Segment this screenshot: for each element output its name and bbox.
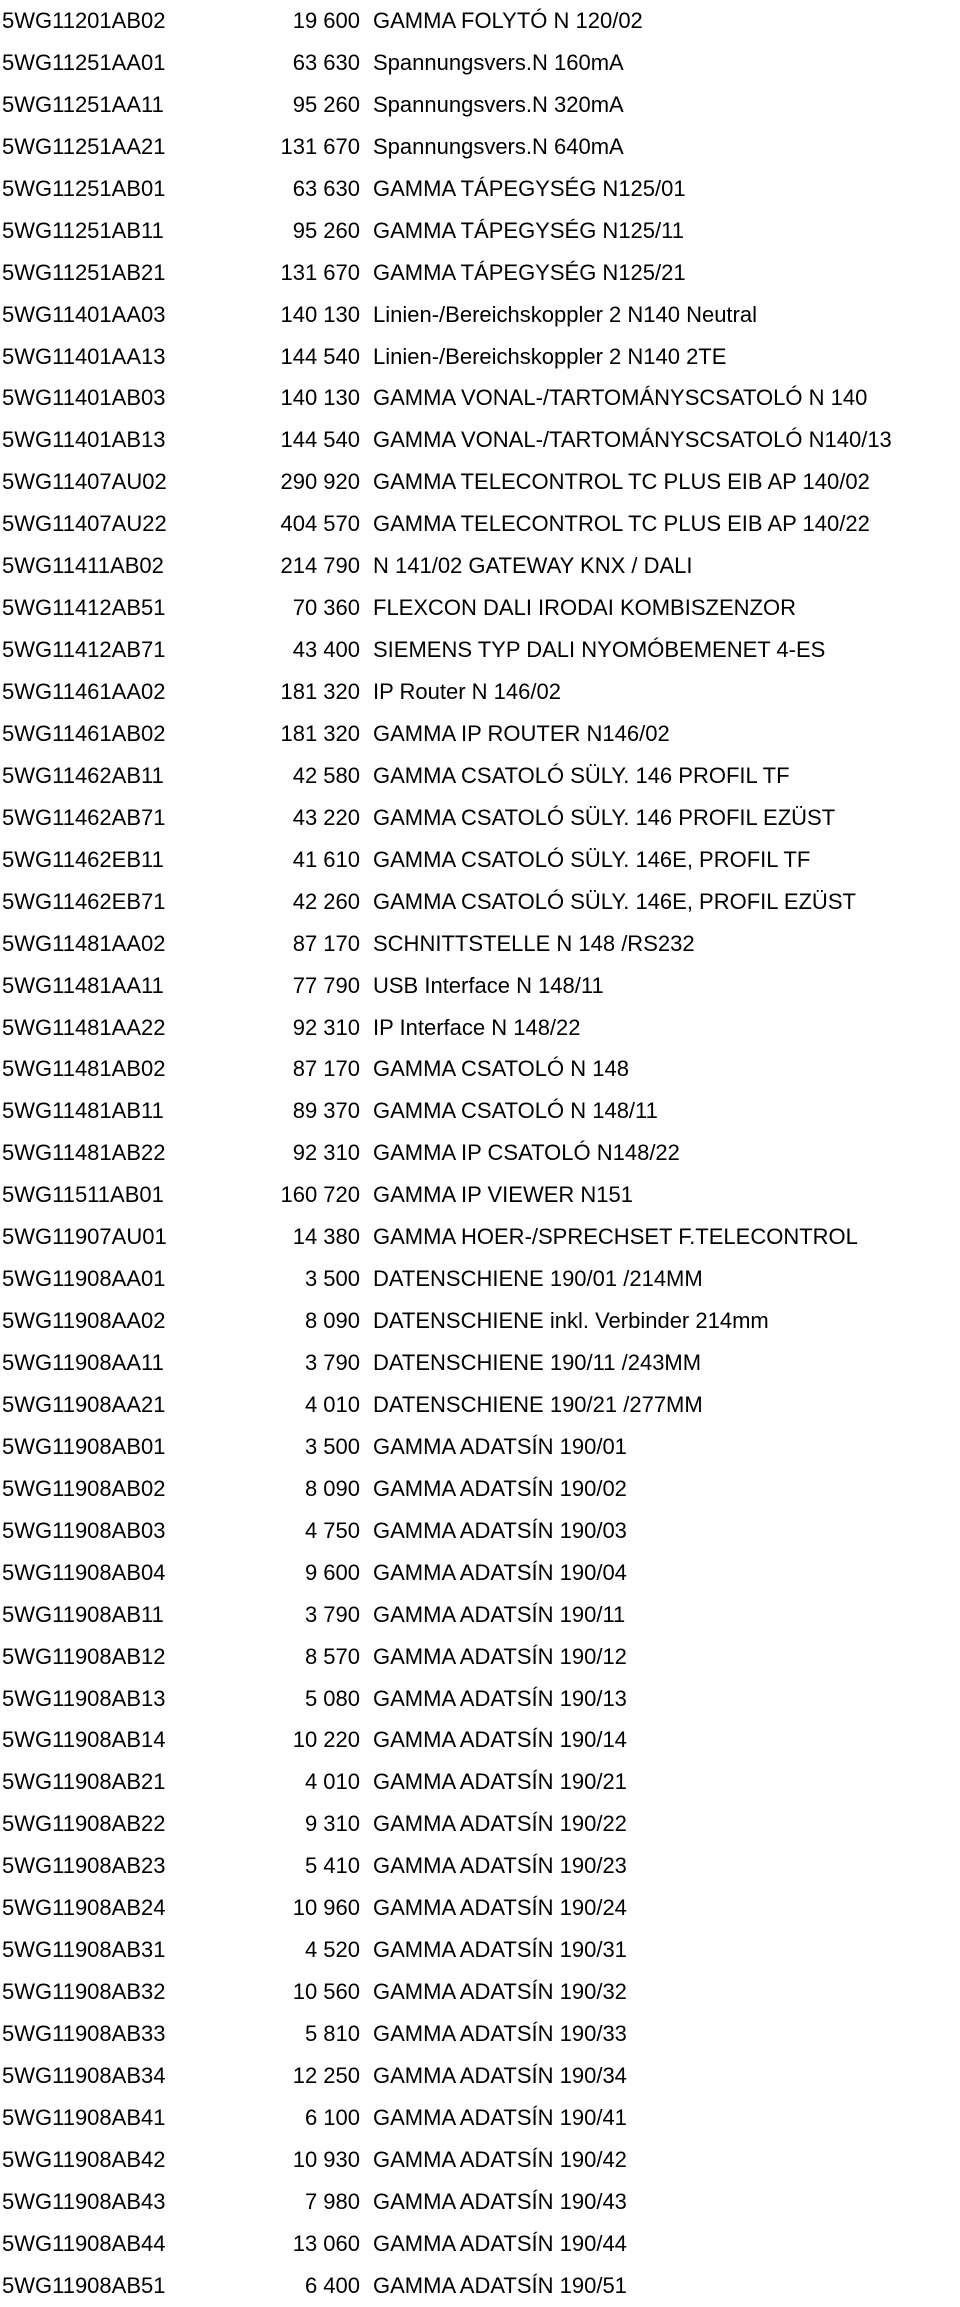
table-row — [0, 2181, 960, 2223]
product-description: GAMMA IP CSATOLÓ N148/22 — [373, 1140, 680, 1166]
price-value: 92 310 — [292, 1014, 360, 1040]
table-row — [0, 1300, 960, 1342]
product-code: 5WG11251AA11 — [2, 91, 164, 117]
table-row — [0, 629, 960, 671]
table-row — [0, 1342, 960, 1384]
price-value: 14 380 — [292, 1224, 360, 1250]
price-value: 131 670 — [280, 133, 360, 159]
product-code: 5WG11407AU02 — [2, 469, 167, 495]
table-row — [0, 1007, 960, 1049]
table-row — [0, 2265, 960, 2307]
product-description: GAMMA ADATSÍN 190/22 — [373, 1811, 627, 1837]
product-description: GAMMA CSATOLÓ N 148 — [373, 1056, 629, 1082]
product-code: 5WG11461AA02 — [2, 679, 166, 704]
price-value: 140 130 — [280, 301, 360, 327]
product-description: Spannungsvers.N 320mA — [373, 91, 624, 117]
product-code: 5WG11462AB11 — [2, 762, 164, 788]
product-description: GAMMA ADATSÍN 190/02 — [373, 1475, 627, 1501]
price-value: 95 260 — [292, 217, 360, 243]
price-value: 404 570 — [280, 511, 360, 537]
product-code: 5WG11251AB01 — [2, 175, 166, 201]
price-value: 6 100 — [304, 2104, 360, 2130]
product-description: GAMMA ADATSÍN 190/34 — [373, 2062, 627, 2088]
product-description: GAMMA ADATSÍN 190/32 — [373, 1979, 627, 2005]
product-code: 5WG11908AA21 — [2, 1391, 166, 1417]
price-value: 77 790 — [292, 972, 360, 998]
table-row — [0, 839, 960, 881]
table-row — [0, 210, 960, 252]
price-value: 13 060 — [292, 2230, 360, 2256]
table-row — [0, 1174, 960, 1216]
product-code: 5WG11908AB22 — [2, 1811, 166, 1837]
product-code: 5WG11407AU22 — [2, 511, 167, 537]
product-description: GAMMA TÁPEGYSÉG N125/21 — [373, 259, 686, 285]
product-description: GAMMA CSATOLÓ SÜLY. 146 PROFIL TF — [373, 762, 790, 788]
product-description: GAMMA VONAL-/TARTOMÁNYSCSATOLÓ N140/13 — [373, 427, 892, 453]
price-value: 5 080 — [304, 1685, 360, 1711]
product-code: 5WG11481AA02 — [2, 930, 166, 956]
table-row — [0, 2097, 960, 2139]
product-description: GAMMA ADATSÍN 190/23 — [373, 1853, 627, 1879]
price-value: 181 320 — [280, 720, 360, 746]
table-row — [0, 965, 960, 1007]
price-value: 12 250 — [292, 2062, 360, 2088]
price-value: 4 750 — [304, 1517, 360, 1543]
product-description: GAMMA ADATSÍN 190/44 — [373, 2230, 627, 2256]
product-code: 5WG11908AB04 — [2, 1559, 166, 1585]
price-value: 131 670 — [280, 259, 360, 285]
price-value: 42 260 — [292, 888, 360, 914]
table-row — [0, 1929, 960, 1971]
price-value: 5 810 — [304, 2021, 360, 2046]
price-value: 3 790 — [304, 1350, 360, 1375]
table-row — [0, 1761, 960, 1803]
product-description: GAMMA ADATSÍN 190/43 — [373, 2188, 627, 2214]
table-row — [0, 1258, 960, 1300]
product-description: GAMMA ADATSÍN 190/51 — [373, 2272, 627, 2298]
price-value: 8 090 — [304, 1475, 360, 1501]
table-row — [0, 1887, 960, 1929]
product-description: N 141/02 GATEWAY KNX / DALI — [373, 553, 693, 579]
product-code: 5WG11908AB03 — [2, 1517, 166, 1543]
product-description: DATENSCHIENE 190/21 /277MM — [373, 1391, 703, 1417]
price-value: 160 720 — [280, 1182, 360, 1208]
product-code: 5WG11908AB13 — [2, 1685, 166, 1711]
product-description: GAMMA HOER-/SPRECHSET F.TELECONTROL — [373, 1224, 858, 1250]
price-value: 10 220 — [292, 1727, 360, 1753]
product-description: GAMMA ADATSÍN 190/21 — [373, 1769, 627, 1795]
table-row — [0, 587, 960, 629]
product-code: 5WG11251AB11 — [2, 217, 164, 243]
product-description: GAMMA ADATSÍN 190/03 — [373, 1517, 627, 1543]
product-code: 5WG11401AA03 — [2, 301, 166, 327]
table-row — [0, 545, 960, 587]
product-description: GAMMA ADATSÍN 190/31 — [373, 1937, 627, 1963]
product-description: GAMMA ADATSÍN 190/24 — [373, 1895, 627, 1921]
product-description: GAMMA TELECONTROL TC PLUS EIB AP 140/02 — [373, 469, 870, 495]
product-description: Linien-/Bereichskoppler 2 N140 Neutral — [373, 301, 757, 327]
price-value: 10 930 — [292, 2146, 360, 2172]
product-description: GAMMA ADATSÍN 190/42 — [373, 2146, 627, 2172]
price-value: 10 960 — [292, 1895, 360, 1921]
price-value: 290 920 — [280, 469, 360, 495]
product-code: 5WG11401AA13 — [2, 343, 166, 369]
product-code: 5WG11908AB12 — [2, 1643, 166, 1669]
product-code: 5WG11401AB13 — [2, 427, 166, 453]
table-row — [0, 2139, 960, 2181]
product-code: 5WG11908AA02 — [2, 1308, 166, 1334]
product-code: 5WG11462AB71 — [2, 804, 166, 830]
table-row — [0, 1132, 960, 1174]
product-code: 5WG11401AB03 — [2, 385, 166, 411]
product-description: Spannungsvers.N 640mA — [373, 133, 624, 159]
product-description: DATENSCHIENE 190/11 /243MM — [373, 1350, 702, 1375]
table-row — [0, 126, 960, 168]
product-code: 5WG11908AB14 — [2, 1727, 166, 1753]
product-code: 5WG11461AB02 — [2, 720, 166, 746]
product-description: Linien-/Bereichskoppler 2 N140 2TE — [373, 343, 727, 369]
price-value: 92 310 — [292, 1140, 360, 1166]
price-value: 5 410 — [304, 1853, 360, 1879]
price-value: 214 790 — [280, 553, 360, 579]
product-description: GAMMA CSATOLÓ N 148/11 — [373, 1098, 658, 1124]
price-value: 43 220 — [292, 804, 360, 830]
product-code: 5WG11908AB43 — [2, 2188, 166, 2214]
product-code: 5WG11908AB31 — [2, 1937, 166, 1963]
product-description: IP Router N 146/02 — [373, 679, 561, 704]
product-code: 5WG11908AB01 — [2, 1433, 166, 1459]
price-value: 63 630 — [292, 175, 360, 201]
table-row — [0, 377, 960, 419]
product-code: 5WG11411AB02 — [2, 553, 164, 579]
product-description: GAMMA ADATSÍN 190/13 — [373, 1685, 627, 1711]
table-row — [0, 42, 960, 84]
product-code: 5WG11908AB11 — [2, 1601, 164, 1627]
table-row — [0, 1845, 960, 1887]
table-row — [0, 294, 960, 336]
table-row — [0, 881, 960, 923]
product-code: 5WG11251AB21 — [2, 259, 166, 285]
price-value: 70 360 — [292, 595, 360, 621]
product-code: 5WG11907AU01 — [2, 1224, 167, 1250]
product-code: 5WG11908AB41 — [2, 2104, 166, 2130]
price-value: 63 630 — [292, 49, 360, 75]
price-value: 19 600 — [292, 8, 360, 33]
product-description: GAMMA ADATSÍN 190/11 — [373, 1601, 626, 1627]
table-row — [0, 1426, 960, 1468]
price-value: 43 400 — [292, 637, 360, 663]
price-value: 181 320 — [280, 679, 360, 704]
table-row — [0, 252, 960, 294]
product-code: 5WG11412AB51 — [2, 595, 166, 621]
product-code: 5WG11481AB22 — [2, 1140, 166, 1166]
price-value: 6 400 — [304, 2272, 360, 2298]
product-description: GAMMA ADATSÍN 190/33 — [373, 2021, 627, 2046]
product-code: 5WG11908AB34 — [2, 2062, 166, 2088]
price-value: 87 170 — [292, 930, 360, 956]
price-value: 87 170 — [292, 1056, 360, 1082]
table-row — [0, 713, 960, 755]
price-value: 4 010 — [304, 1391, 360, 1417]
table-row — [0, 755, 960, 797]
product-code: 5WG11251AA01 — [2, 49, 166, 75]
product-description: GAMMA CSATOLÓ SÜLY. 146 PROFIL EZÜST — [373, 804, 836, 830]
product-description: GAMMA TELECONTROL TC PLUS EIB AP 140/22 — [373, 511, 870, 537]
table-row — [0, 168, 960, 210]
product-code: 5WG11462EB71 — [2, 888, 166, 914]
table-row — [0, 1803, 960, 1845]
price-value: 3 500 — [304, 1266, 360, 1292]
product-description: GAMMA FOLYTÓ N 120/02 — [373, 8, 643, 33]
product-description: GAMMA VONAL-/TARTOMÁNYSCSATOLÓ N 140 — [373, 385, 868, 411]
product-code: 5WG11462EB11 — [2, 846, 164, 872]
price-value: 144 540 — [280, 343, 360, 369]
product-code: 5WG11481AB02 — [2, 1056, 166, 1082]
product-code: 5WG11481AB11 — [2, 1098, 164, 1124]
price-value: 4 520 — [304, 1937, 360, 1963]
product-code: 5WG11481AA22 — [2, 1014, 166, 1040]
product-code: 5WG11412AB71 — [2, 637, 166, 663]
product-code: 5WG11481AA11 — [2, 972, 164, 998]
price-value: 42 580 — [292, 762, 360, 788]
product-description: GAMMA IP ROUTER N146/02 — [373, 720, 670, 746]
table-row — [0, 923, 960, 965]
product-description: GAMMA ADATSÍN 190/12 — [373, 1643, 627, 1669]
product-code: 5WG11908AB32 — [2, 1979, 166, 2005]
product-description: GAMMA ADATSÍN 190/04 — [373, 1559, 627, 1585]
price-value: 140 130 — [280, 385, 360, 411]
price-value: 95 260 — [292, 91, 360, 117]
product-description: GAMMA IP VIEWER N151 — [373, 1182, 634, 1208]
price-value: 41 610 — [292, 846, 360, 872]
product-description: SCHNITTSTELLE N 148 /RS232 — [373, 930, 695, 956]
table-row — [0, 2055, 960, 2097]
table-row — [0, 1971, 960, 2013]
table-row — [0, 1216, 960, 1258]
price-value: 8 570 — [304, 1643, 360, 1669]
product-description: IP Interface N 148/22 — [373, 1014, 581, 1040]
price-value: 9 310 — [304, 1811, 360, 1837]
price-value: 10 560 — [292, 1979, 360, 2005]
table-row — [0, 1678, 960, 1720]
product-description: FLEXCON DALI IRODAI KOMBISZENZOR — [373, 595, 796, 621]
product-code: 5WG11908AA01 — [2, 1266, 166, 1292]
table-row — [0, 1090, 960, 1132]
table-row — [0, 1719, 960, 1761]
product-description: DATENSCHIENE inkl. Verbinder 214mm — [373, 1308, 769, 1334]
product-code: 5WG11908AB51 — [2, 2272, 166, 2298]
table-row — [0, 0, 960, 42]
product-code: 5WG11908AB21 — [2, 1769, 166, 1795]
product-description: GAMMA ADATSÍN 190/01 — [373, 1433, 627, 1459]
table-row — [0, 1384, 960, 1426]
table-row — [0, 2223, 960, 2265]
table-row — [0, 1048, 960, 1090]
product-code: 5WG11908AB33 — [2, 2021, 166, 2046]
product-description: GAMMA CSATOLÓ SÜLY. 146E, PROFIL TF — [373, 846, 811, 872]
product-description: GAMMA CSATOLÓ SÜLY. 146E, PROFIL EZÜST — [373, 888, 856, 914]
price-value: 144 540 — [280, 427, 360, 453]
product-description: Spannungsvers.N 160mA — [373, 49, 624, 75]
product-code: 5WG11908AB24 — [2, 1895, 166, 1921]
price-value: 89 370 — [292, 1098, 360, 1124]
table-row — [0, 2013, 960, 2055]
table-row — [0, 1468, 960, 1510]
product-code: 5WG11908AB23 — [2, 1853, 166, 1879]
table-row — [0, 671, 960, 713]
table-row — [0, 503, 960, 545]
price-value: 7 980 — [304, 2188, 360, 2214]
price-value: 3 500 — [304, 1433, 360, 1459]
product-code: 5WG11201AB02 — [2, 8, 166, 33]
table-row — [0, 461, 960, 503]
table-row — [0, 419, 960, 461]
table-row — [0, 336, 960, 378]
product-description: SIEMENS TYP DALI NYOMÓBEMENET 4-ES — [373, 637, 826, 663]
table-row — [0, 1636, 960, 1678]
table-row — [0, 1594, 960, 1636]
product-description: GAMMA ADATSÍN 190/41 — [373, 2104, 627, 2130]
product-code: 5WG11908AB42 — [2, 2146, 166, 2172]
table-row — [0, 797, 960, 839]
product-code: 5WG11251AA21 — [2, 133, 166, 159]
table-row — [0, 1552, 960, 1594]
table-row — [0, 84, 960, 126]
product-description: GAMMA TÁPEGYSÉG N125/11 — [373, 217, 684, 243]
product-code: 5WG11908AB02 — [2, 1475, 166, 1501]
product-description: GAMMA TÁPEGYSÉG N125/01 — [373, 175, 686, 201]
price-value: 9 600 — [304, 1559, 360, 1585]
product-description: DATENSCHIENE 190/01 /214MM — [373, 1266, 703, 1292]
product-code: 5WG11908AA11 — [2, 1350, 164, 1375]
price-value: 3 790 — [304, 1601, 360, 1627]
product-description: USB Interface N 148/11 — [373, 972, 604, 998]
product-description: GAMMA ADATSÍN 190/14 — [373, 1727, 627, 1753]
table-row — [0, 1510, 960, 1552]
price-value: 4 010 — [304, 1769, 360, 1795]
product-code: 5WG11511AB01 — [2, 1182, 164, 1208]
product-code: 5WG11908AB44 — [2, 2230, 166, 2256]
price-value: 8 090 — [304, 1308, 360, 1334]
